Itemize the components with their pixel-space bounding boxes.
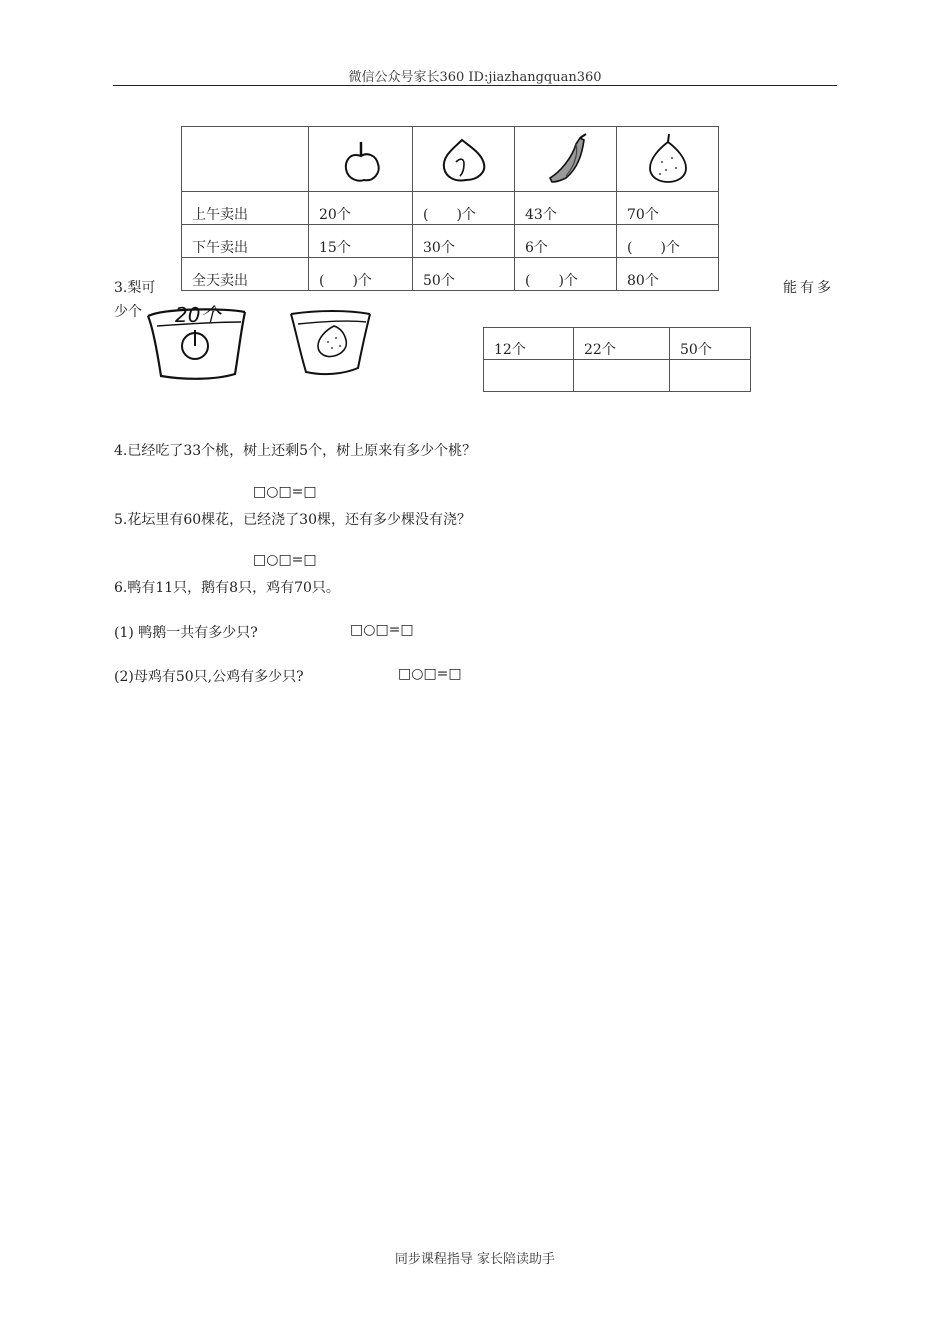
question-6-sub1-equation[interactable]: □○□=□ <box>350 622 414 638</box>
sales-table <box>181 126 719 291</box>
table-row <box>484 360 751 392</box>
answer-choice-table <box>483 327 751 392</box>
table-cell: 50个 <box>413 258 515 291</box>
answer-blank-cell[interactable]: ( )个 <box>309 258 413 291</box>
apple-icon <box>331 128 391 186</box>
question-3-line2: 少个 <box>114 304 142 320</box>
question-6-sub1: (1) 鸭鹅一共有多少只? <box>114 625 258 641</box>
table-row <box>182 192 719 225</box>
banana-icon <box>536 128 596 186</box>
page-footer: 同步课程指导 家长陪读助手 <box>394 1252 556 1267</box>
table-cell: 30个 <box>413 225 515 258</box>
question-6-sub2-equation[interactable]: □○□=□ <box>398 666 462 682</box>
row-label: 上午卖出 <box>182 192 309 225</box>
table-row <box>182 225 719 258</box>
table-row <box>182 258 719 291</box>
page-header: 微信公众号家长360 ID:jiazhangquan360 <box>348 70 602 85</box>
table-header-row <box>182 127 719 192</box>
answer-blank-cell[interactable]: ( )个 <box>413 192 515 225</box>
table-cell: 70个 <box>617 192 719 225</box>
row-label: 下午卖出 <box>182 225 309 258</box>
answer-blank-cell[interactable]: ( )个 <box>515 258 617 291</box>
answer-blank-cell[interactable]: ( )个 <box>617 225 719 258</box>
apple-basket-icon <box>145 300 250 382</box>
choice-mark-cell[interactable] <box>574 360 670 392</box>
question-5-text: 5.花坛里有60棵花，已经浇了30棵，还有多少棵没有浇？ <box>114 512 471 528</box>
question-4-equation[interactable]: □○□=□ <box>253 484 317 500</box>
choice-option: 12个 <box>484 328 574 360</box>
question-5-equation[interactable]: □○□=□ <box>253 552 317 568</box>
pear-basket-icon <box>288 308 373 378</box>
header-divider <box>113 85 837 86</box>
question-3-prefix: 3.梨可 <box>114 280 156 296</box>
table-cell: 43个 <box>515 192 617 225</box>
basket-label: 20个 <box>175 303 221 327</box>
question-3-suffix: 能有多 <box>783 280 834 296</box>
question-6-sub2: (2)母鸡有50只,公鸡有多少只? <box>114 669 304 685</box>
apple-header-cell <box>309 127 413 192</box>
table-row <box>484 328 751 360</box>
table-cell: 20个 <box>309 192 413 225</box>
peach-header-cell <box>413 127 515 192</box>
choice-mark-cell[interactable] <box>484 360 574 392</box>
question-6-text: 6.鸭有11只，鹅有8只，鸡有70只。 <box>114 580 340 596</box>
row-label: 全天卖出 <box>182 258 309 291</box>
table-corner-cell <box>182 127 309 192</box>
choice-option: 50个 <box>670 328 751 360</box>
question-4-text: 4.已经吃了33个桃，树上还剩5个，树上原来有多少个桃？ <box>114 443 477 459</box>
choice-mark-cell[interactable] <box>670 360 751 392</box>
table-cell: 15个 <box>309 225 413 258</box>
table-cell: 6个 <box>515 225 617 258</box>
table-cell: 80个 <box>617 258 719 291</box>
banana-header-cell <box>515 127 617 192</box>
choice-option: 22个 <box>574 328 670 360</box>
pear-header-cell <box>617 127 719 192</box>
pear-icon <box>638 128 698 186</box>
peach-icon <box>434 128 494 186</box>
